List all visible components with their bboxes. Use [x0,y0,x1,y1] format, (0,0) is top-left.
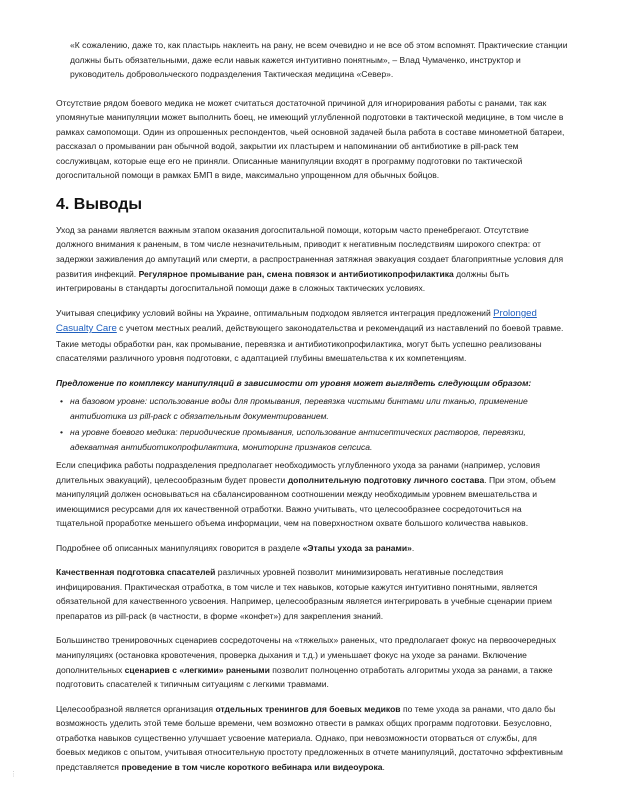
paragraph-scenarios [56,633,568,691]
paragraph-details-ref [56,541,568,556]
prolonged-casualty-care-link[interactable]: Prolonged Casualty Care [56,307,537,335]
text-part: различных уровней позволит минимизировать негативные последствия инфицирования. Практическая отработка, в том числе и тех навыков, которые кажутся интуитивно понятными, является обязательной для качественного усвоения. Например, целесообразным является интегрировать в учебные сценарии прием препаратов из pill-pack (в частности, в форме «конфет») для закрепления знаний. [56,567,553,621]
text-part: с учетом местных реалий, действующего законодательства и рекомендаций из наставлений по боевой травме. Такие методы обработки ран, как промывание, перевязка и антибиотикопрофилактика, могут быть успешно реализованы спасателями различного уровня подготовки, с адаптацией глубины вмешательства к их компетенциям. [56,323,564,364]
paragraph-medic-trainings [56,702,568,775]
levels-lead-text: Предложение по комплексу манипуляций в зависимости от уровня может выглядеть следующим образом: [56,377,532,388]
text-part: по теме ухода за ранами, что дало бы возможность уделить этой теме больше времени, чем возможно отвести в рамках общих программ подготовки. Безусловно, отработка навыков существенно улучшает усвоение материала. Однако, при невозможности оторваться от службы, для боевых медиков с опытом, учитывая относительную простоту предложенных в отчете манипуляций, достаточно эффективным представляется [56,703,563,772]
bold-text: вебинара или видеоурока [271,761,383,772]
paragraph-medic-absence: Отсутствие рядом боевого медика не может считаться достаточной причиной для игнорирования работы с ранами, так как упомянутые манипуляции может выполнить боец, не имеющий углубленной подготовки в тактической медицине, в том числе в рамках самопомощи. Один из опрошенных респондентов, чьей основной задачей была работа в составе минометной батареи, рассказал о промывании ран обычной водой, закрытии их пластырем и напоминании об антибиотике в pill-pack тем сослуживцам, которые еще его не приняли. Описанные манипуляции входят в программу подготовки по тактической догоспитальной помощи в рамках БМП в виде, максимально упрощенном для обычных бойцов. [56,97,565,181]
paragraph-pcc [56,306,568,366]
text-part: Уход за ранами является важным этапом оказания догоспитальной помощи, которым часто пренебрегают. Отсутствие должного внимания к раненым, в том числе незначительным, приводит к негативным последствиям широкого спектра: от задержки заживления до ампутаций или смерти, а распространенная затяжная эвакуация создает благоприятные условия для развития инфекций. [56,224,564,279]
list-item: • на базовом уровне: использование воды для промывания, перевязка чистыми бинтами или тканью, применение антибиотика из pill-pack с обязательным документированием. [70,394,568,423]
bold-text: дополнительную подготовку личного состава [287,474,485,485]
bold-text: отдельных тренингов для боевых медиков [215,703,401,714]
section-heading: 4. Выводы [56,195,143,213]
text-part: Большинство тренировочных сценариев сосредоточены на «тяжелых» раненых, что предполагает фокус на первоочередных манипуляциях (остановка кровотечения, проверка дыхания и т.д.) и уменьшает фокус на уходе за ранами. Включение дополнительных [56,635,556,675]
bold-text: сценариев с «легкими» ранеными [124,664,270,675]
text-part: Целесообразной является организация [56,703,214,714]
bold-text: Качественная подготовка спасателей [56,567,216,578]
list-item: • на уровне боевого медика: периодические промывания, использование антисептических растворов, перевязки, адекватная антибиотикопрофилактика, мониторинг признаков сепсиса. [70,425,568,454]
bold-text: Регулярное промывание ран, смена повязок и антибиотикопрофилактика [138,268,454,279]
text-part: Если специфика работы подразделения предполагает необходимость углубленного ухода за ранами (например, условия длительных эвакуаций), целесообразным будет провести [56,460,540,485]
levels-lead [56,376,568,391]
document-body [56,38,568,784]
text-part: . [411,542,415,553]
bold-text: проведение в том числе короткого [121,761,270,772]
text-part: позволит полноценно отработать алгоритмы ухода за ранами, а также подготовить спасателей к типичным ситуациям с легкими травмами. [56,664,553,690]
text-part: . [382,761,385,772]
paragraph-quality-training [56,565,568,623]
page-corner-mark: ⋮ [10,771,17,778]
levels-list [56,394,568,454]
text-part: Подробнее об описанных манипуляциях говорится в разделе [56,542,301,553]
bold-text: «Этапы ухода за ранами» [302,542,412,553]
paragraph-additional-training [56,458,568,531]
quote-block: «К сожалению, даже то, как пластырь наклеить на рану, не всем очевидно и не все об этом вспомнят. Практические станции должны быть обязательными, даже если навык кажется интуитивно понятным», – Влад Чумаченко, инструктор и руководитель добровольческого подразделения Тактическая медицина «Север». [70,40,568,80]
paragraph-wound-care [56,223,568,296]
text-part: . При этом, объем манипуляций должен основываться на сбалансированном соотношении между необходимым уровнем вмешательства и имеющимися ресурсами для их качественной отработки. Важно учитывать, что целесообразнее сосредоточиться на тщательной проработке меньшего объема информации, чем на поверхностном охвате большого количества навыков. [56,474,556,529]
text-part: Учитывая специфику условий войны на Украине, оптимальным подходом является интеграция предложений [56,307,491,318]
text-part: должны быть интегрированы в стандарты догоспитальной помощи даже в сложных тактических условиях. [56,268,510,294]
